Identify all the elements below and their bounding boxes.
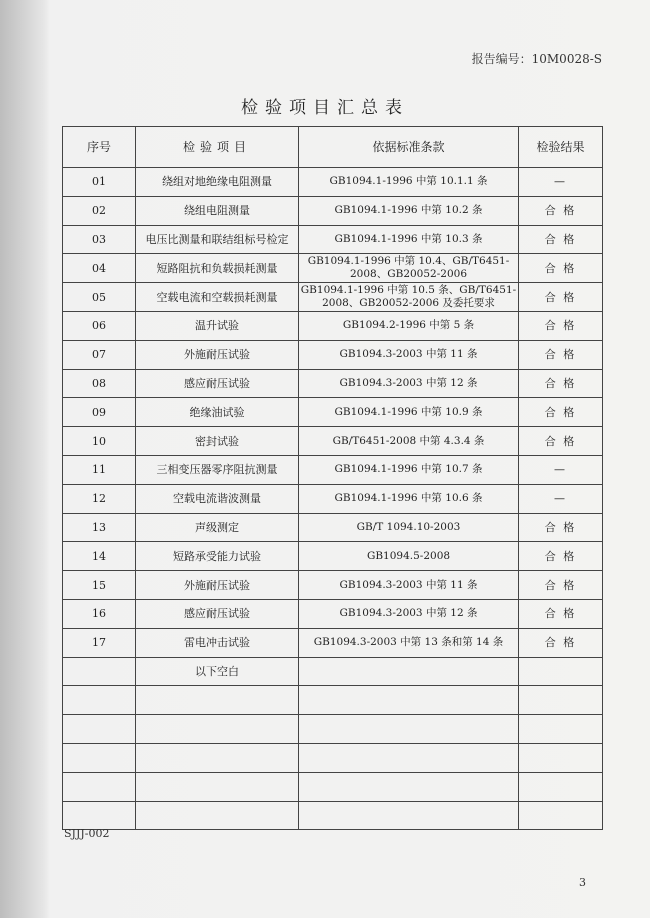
cell-seq: 14 (63, 542, 136, 571)
cell-seq: 03 (63, 225, 136, 254)
cell-result: — (519, 455, 603, 484)
table-row (63, 196, 603, 225)
cell-result: 合 格 (519, 340, 603, 369)
cell-standard: GB1094.3-2003 中第 12 条 (299, 369, 519, 398)
table-row (63, 686, 603, 715)
cell-standard: GB1094.1-1996 中第 10.4、GB/T6451-2008、GB20052-2006 (299, 254, 519, 283)
cell-result: 合 格 (519, 571, 603, 600)
table-row (63, 801, 603, 830)
cell-item: 电压比测量和联结组标号检定 (136, 225, 299, 254)
cell-standard: GB1094.1-1996 中第 10.6 条 (299, 484, 519, 513)
table-row (63, 571, 603, 600)
cell-item: 绕组对地绝缘电阻测量 (136, 168, 299, 197)
cell-result: 合 格 (519, 369, 603, 398)
table-row (63, 369, 603, 398)
cell-item: 感应耐压试验 (136, 369, 299, 398)
table-row (63, 283, 603, 312)
cell-item: 绕组电阻测量 (136, 196, 299, 225)
header-result: 检验结果 (519, 127, 603, 168)
cell-item (136, 772, 299, 801)
cell-standard (299, 715, 519, 744)
cell-result: 合 格 (519, 311, 603, 340)
cell-result (519, 743, 603, 772)
table-row (63, 225, 603, 254)
cell-seq: 08 (63, 369, 136, 398)
cell-result: 合 格 (519, 599, 603, 628)
table-row (63, 340, 603, 369)
cell-standard (299, 743, 519, 772)
cell-item (136, 715, 299, 744)
cell-seq: 17 (63, 628, 136, 657)
cell-standard (299, 801, 519, 830)
header-standard: 依据标准条款 (299, 127, 519, 168)
cell-seq (63, 743, 136, 772)
table-row (63, 254, 603, 283)
cell-seq (63, 686, 136, 715)
cell-result: 合 格 (519, 427, 603, 456)
cell-item (136, 686, 299, 715)
table-row (63, 455, 603, 484)
table-row (63, 628, 603, 657)
cell-standard: GB1094.2-1996 中第 5 条 (299, 311, 519, 340)
cell-result: 合 格 (519, 254, 603, 283)
binding-shadow (0, 0, 50, 918)
cell-standard: GB/T6451-2008 中第 4.3.4 条 (299, 427, 519, 456)
cell-seq: 13 (63, 513, 136, 542)
cell-seq: 06 (63, 311, 136, 340)
cell-seq: 15 (63, 571, 136, 600)
cell-item: 感应耐压试验 (136, 599, 299, 628)
inspection-summary-table (62, 126, 603, 830)
table-row (63, 743, 603, 772)
cell-standard: GB1094.3-2003 中第 11 条 (299, 340, 519, 369)
cell-seq: 07 (63, 340, 136, 369)
cell-seq (63, 715, 136, 744)
table-row (63, 311, 603, 340)
header-seq: 序号 (63, 127, 136, 168)
cell-item: 声级测定 (136, 513, 299, 542)
page-title: 检验项目汇总表 (241, 98, 409, 118)
cell-seq: 11 (63, 455, 136, 484)
cell-item: 温升试验 (136, 311, 299, 340)
cell-seq: 04 (63, 254, 136, 283)
cell-item (136, 801, 299, 830)
cell-item: 雷电冲击试验 (136, 628, 299, 657)
cell-result: 合 格 (519, 398, 603, 427)
table-row (63, 168, 603, 197)
table-row (63, 398, 603, 427)
cell-standard: GB1094.1-1996 中第 10.5 条、GB/T6451-2008、GB20052-2006 及委托要求 (299, 283, 519, 312)
cell-result: — (519, 484, 603, 513)
cell-seq: 10 (63, 427, 136, 456)
cell-result: 合 格 (519, 196, 603, 225)
cell-seq: 09 (63, 398, 136, 427)
table-row (63, 715, 603, 744)
cell-standard (299, 686, 519, 715)
page-number: 3 (579, 876, 586, 889)
cell-standard: GB1094.1-1996 中第 10.9 条 (299, 398, 519, 427)
cell-standard: GB/T 1094.10-2003 (299, 513, 519, 542)
cell-result: 合 格 (519, 542, 603, 571)
cell-item: 外施耐压试验 (136, 340, 299, 369)
cell-standard: GB1094.1-1996 中第 10.7 条 (299, 455, 519, 484)
header-item: 检验项目 (136, 127, 299, 168)
cell-result: 合 格 (519, 513, 603, 542)
form-code: SJJJ-002 (64, 827, 110, 840)
cell-seq (63, 772, 136, 801)
cell-result: 合 格 (519, 283, 603, 312)
cell-result (519, 801, 603, 830)
cell-standard (299, 772, 519, 801)
cell-seq (63, 657, 136, 686)
cell-result: 合 格 (519, 628, 603, 657)
cell-standard: GB1094.5-2008 (299, 542, 519, 571)
cell-result (519, 686, 603, 715)
cell-item: 短路阻抗和负载损耗测量 (136, 254, 299, 283)
cell-standard: GB1094.1-1996 中第 10.1.1 条 (299, 168, 519, 197)
cell-item: 外施耐压试验 (136, 571, 299, 600)
cell-result (519, 715, 603, 744)
cell-item: 空载电流和空载损耗测量 (136, 283, 299, 312)
table-header-row (63, 127, 603, 168)
cell-seq: 01 (63, 168, 136, 197)
cell-seq: 05 (63, 283, 136, 312)
cell-seq: 02 (63, 196, 136, 225)
cell-item: 绝缘油试验 (136, 398, 299, 427)
cell-seq: 16 (63, 599, 136, 628)
cell-seq: 12 (63, 484, 136, 513)
table-row (63, 657, 603, 686)
cell-item: 以下空白 (136, 657, 299, 686)
report-number: 报告编号：10M0028-S (471, 52, 602, 66)
cell-item: 短路承受能力试验 (136, 542, 299, 571)
cell-standard: GB1094.3-2003 中第 11 条 (299, 571, 519, 600)
cell-item (136, 743, 299, 772)
cell-standard: GB1094.3-2003 中第 12 条 (299, 599, 519, 628)
cell-standard: GB1094.1-1996 中第 10.3 条 (299, 225, 519, 254)
table-row (63, 513, 603, 542)
table-row (63, 599, 603, 628)
cell-item: 空载电流谐波测量 (136, 484, 299, 513)
cell-result (519, 657, 603, 686)
table-row (63, 427, 603, 456)
cell-result: 合 格 (519, 225, 603, 254)
table-row (63, 772, 603, 801)
cell-result (519, 772, 603, 801)
cell-standard: GB1094.1-1996 中第 10.2 条 (299, 196, 519, 225)
cell-result: — (519, 168, 603, 197)
cell-seq (63, 801, 136, 830)
table-row (63, 484, 603, 513)
cell-item: 三相变压器零序阻抗测量 (136, 455, 299, 484)
cell-item: 密封试验 (136, 427, 299, 456)
table-row (63, 542, 603, 571)
table-body (63, 168, 603, 830)
cell-standard (299, 657, 519, 686)
cell-standard: GB1094.3-2003 中第 13 条和第 14 条 (299, 628, 519, 657)
